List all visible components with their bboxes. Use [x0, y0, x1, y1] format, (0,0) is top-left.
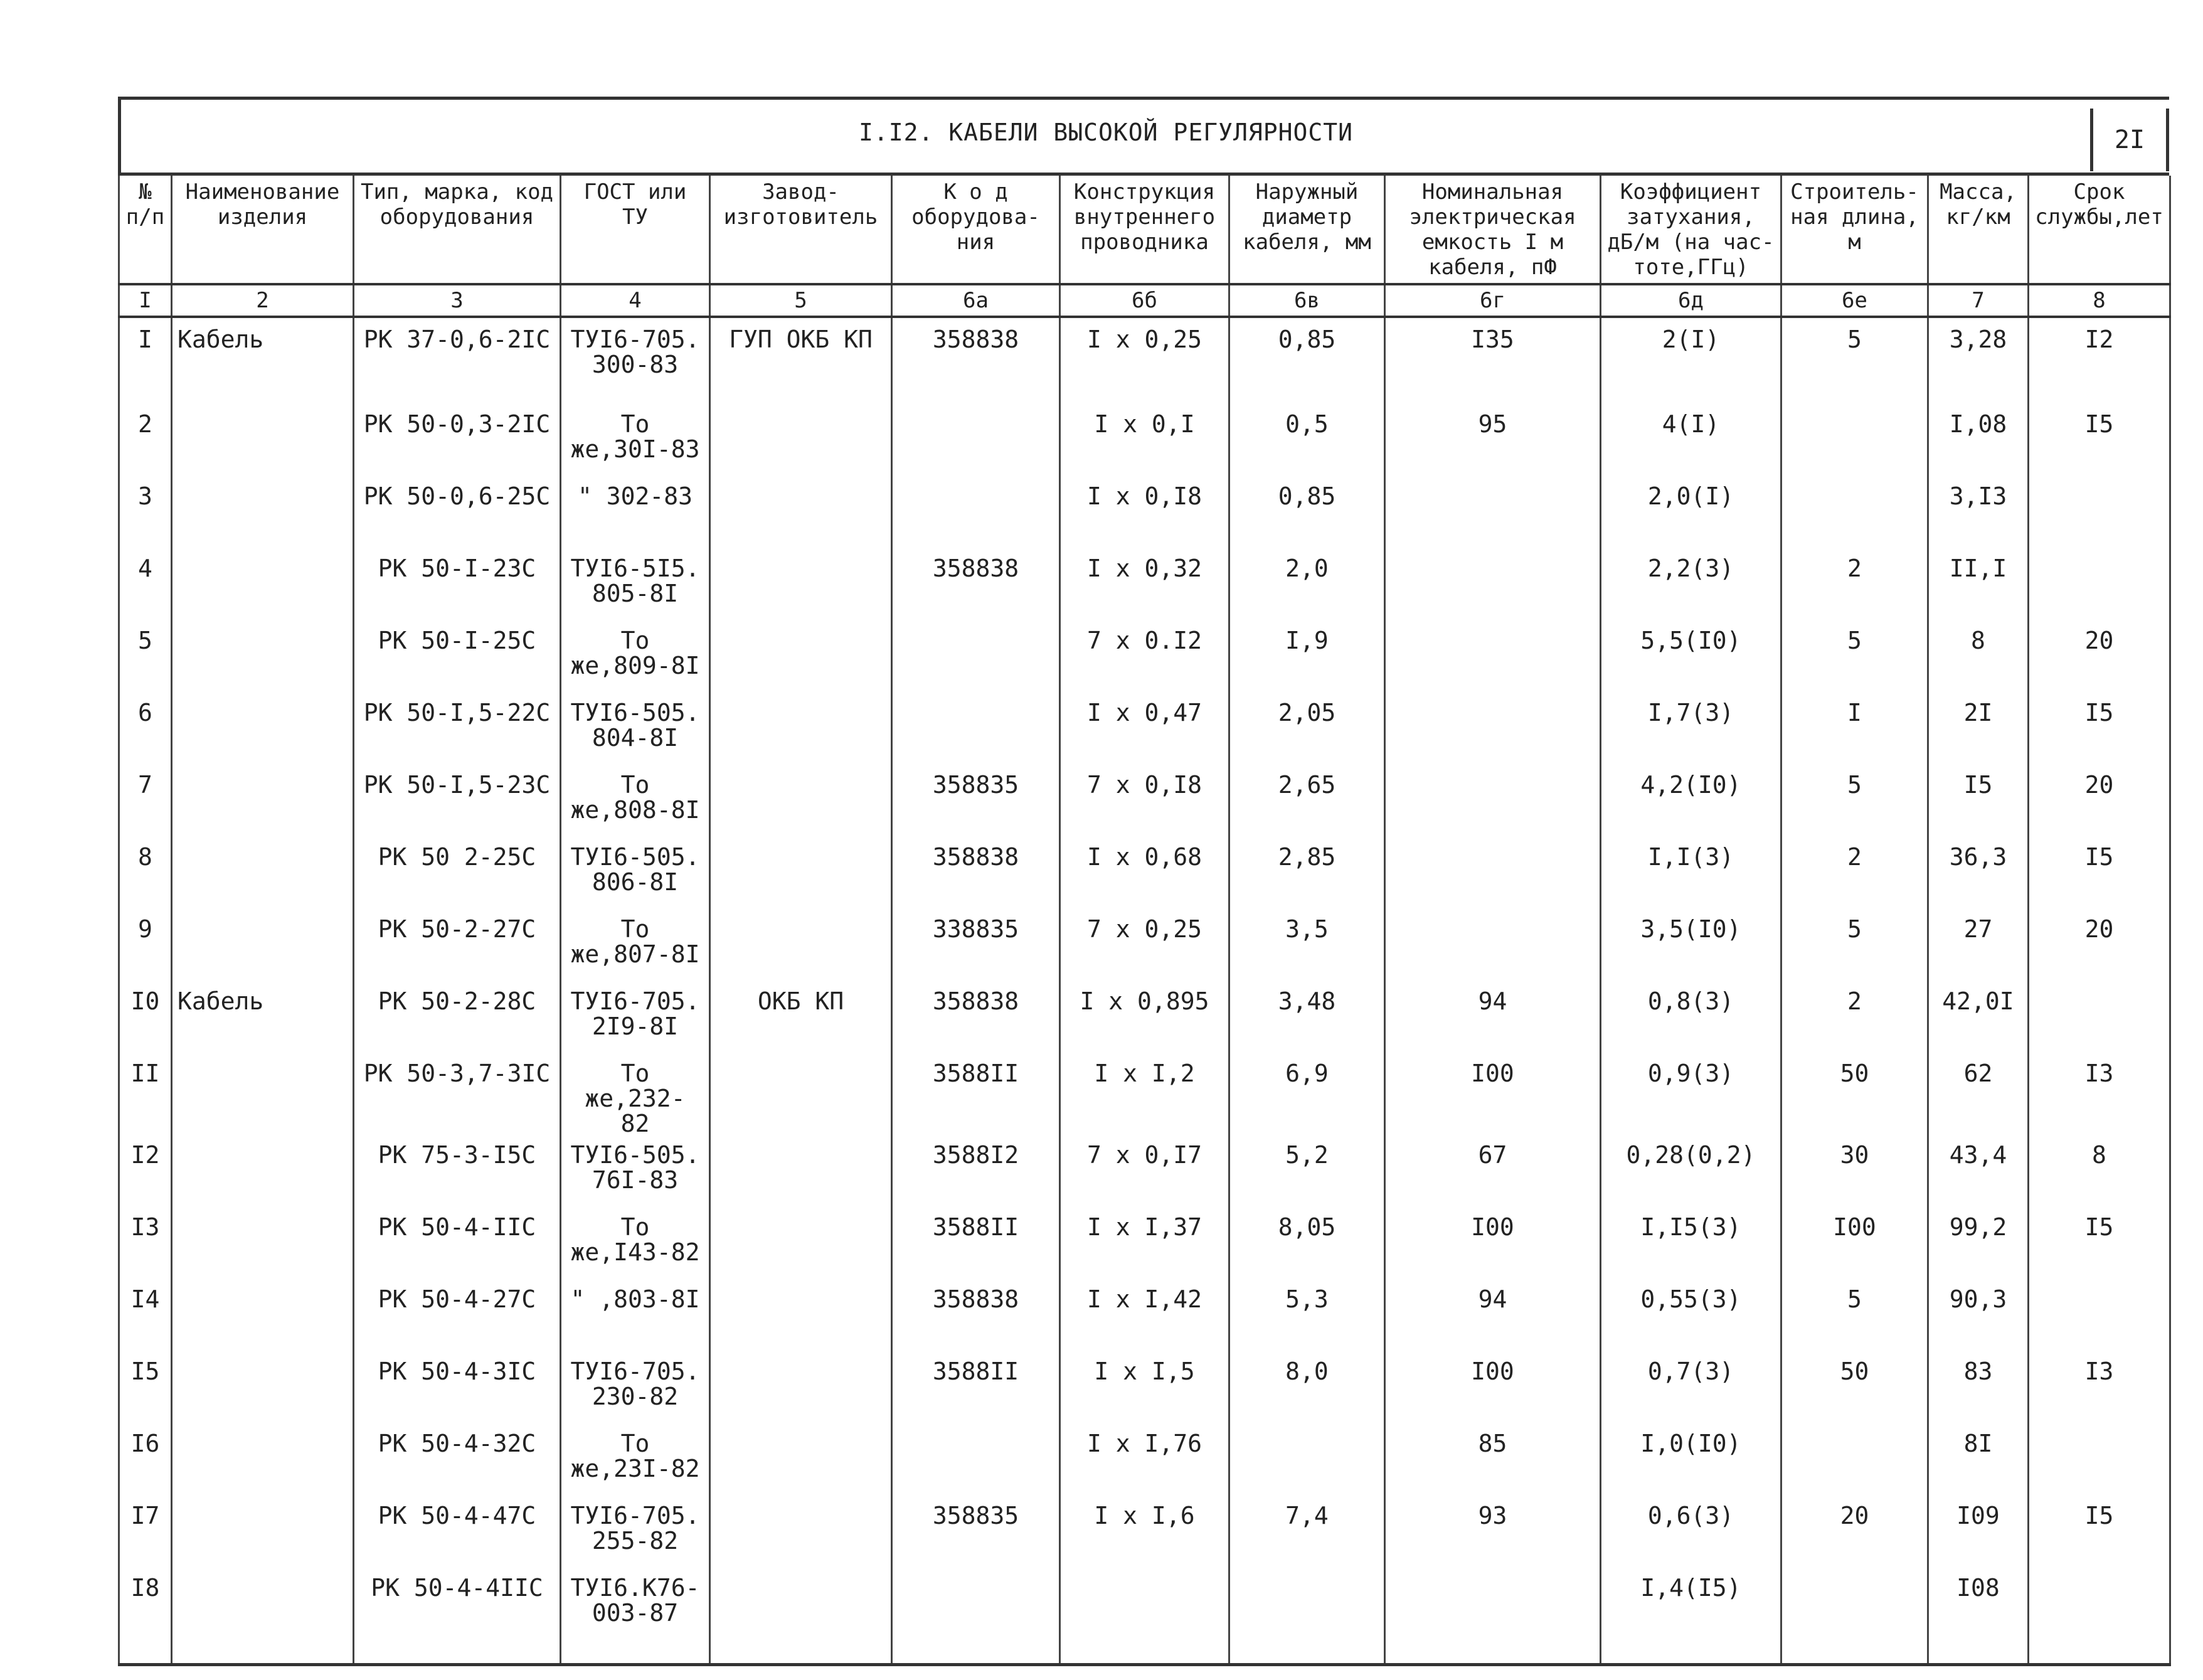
attenuation-cell: 2,0(I) — [1601, 477, 1781, 550]
row-number-cell: I0 — [119, 982, 172, 1055]
manufacturer-cell — [710, 1208, 892, 1280]
length-cell: 5 — [1781, 317, 1928, 405]
capacitance-cell — [1385, 1569, 1601, 1665]
length-cell: 2 — [1781, 982, 1928, 1055]
mass-cell: 8I — [1928, 1425, 2029, 1497]
column-number-row — [119, 284, 2170, 317]
cable-type-cell: РК 50-2-27С — [354, 910, 561, 982]
outer-diameter-cell: 0,85 — [1229, 477, 1385, 550]
service-life-cell — [2029, 1280, 2170, 1353]
cable-type-cell: РК 50 2-25С — [354, 838, 561, 910]
gost-spec-cell: То же,807-8I — [561, 910, 710, 982]
capacitance-cell: I00 — [1385, 1208, 1601, 1280]
outer-diameter-cell — [1229, 1569, 1385, 1665]
column-number: 2 — [172, 284, 354, 317]
conductor-construction-cell: I x I,42 — [1060, 1280, 1229, 1353]
gost-spec-cell: То же,I43-82 — [561, 1208, 710, 1280]
column-number: 5 — [710, 284, 892, 317]
row-number-cell: 7 — [119, 766, 172, 838]
mass-cell: 27 — [1928, 910, 2029, 982]
equipment-code-cell: 358835 — [892, 1497, 1060, 1569]
table-row — [119, 1497, 2170, 1569]
manufacturer-cell — [710, 622, 892, 694]
equipment-code-cell: 3588II — [892, 1208, 1060, 1280]
gost-spec-cell: То же,30I-83 — [561, 405, 710, 477]
attenuation-cell: I,7(3) — [1601, 694, 1781, 766]
service-life-cell: I5 — [2029, 405, 2170, 477]
header-cell: Срок службы,лет — [2029, 176, 2170, 284]
service-life-cell: 20 — [2029, 766, 2170, 838]
header-cell: № п/п — [119, 176, 172, 284]
gost-spec-cell: ТУI6-505. 804-8I — [561, 694, 710, 766]
attenuation-cell: 0,55(3) — [1601, 1280, 1781, 1353]
table-row — [119, 1208, 2170, 1280]
length-cell: I00 — [1781, 1208, 1928, 1280]
table-row — [119, 477, 2170, 550]
manufacturer-cell — [710, 838, 892, 910]
table-row — [119, 694, 2170, 766]
row-number-cell: I7 — [119, 1497, 172, 1569]
attenuation-cell: 2(I) — [1601, 317, 1781, 405]
product-name-cell — [172, 1497, 354, 1569]
service-life-cell — [2029, 550, 2170, 622]
gost-spec-cell: ТУI6-505. 806-8I — [561, 838, 710, 910]
header-cell: Номинальная электрическая емкость I м кабеля, пФ — [1385, 176, 1601, 284]
equipment-code-cell: 358838 — [892, 550, 1060, 622]
service-life-cell: I5 — [2029, 1208, 2170, 1280]
product-name-cell — [172, 1425, 354, 1497]
cable-type-cell: РК 50-I-23С — [354, 550, 561, 622]
product-name-cell — [172, 838, 354, 910]
cable-type-cell: РК 50-4-3IС — [354, 1353, 561, 1425]
outer-diameter-cell: 6,9 — [1229, 1055, 1385, 1136]
capacitance-cell: 95 — [1385, 405, 1601, 477]
gost-spec-cell: То же,809-8I — [561, 622, 710, 694]
length-cell: 5 — [1781, 766, 1928, 838]
title-bar — [118, 97, 2169, 176]
product-name-cell — [172, 1208, 354, 1280]
length-cell: 2 — [1781, 838, 1928, 910]
service-life-cell: I2 — [2029, 317, 2170, 405]
header-cell: Конструкция внутреннего проводника — [1060, 176, 1229, 284]
capacitance-cell: I00 — [1385, 1353, 1601, 1425]
conductor-construction-cell: I x 0,25 — [1060, 317, 1229, 405]
gost-spec-cell: ТУI6-705. 230-82 — [561, 1353, 710, 1425]
length-cell: I — [1781, 694, 1928, 766]
cable-type-cell: РК 50-0,3-2IС — [354, 405, 561, 477]
gost-spec-cell: То же,232- 82 — [561, 1055, 710, 1136]
equipment-code-cell: 3588II — [892, 1353, 1060, 1425]
manufacturer-cell — [710, 694, 892, 766]
product-name-cell — [172, 766, 354, 838]
attenuation-cell: I,0(I0) — [1601, 1425, 1781, 1497]
table-row — [119, 317, 2170, 405]
mass-cell: I09 — [1928, 1497, 2029, 1569]
outer-diameter-cell: 0,5 — [1229, 405, 1385, 477]
service-life-cell: I5 — [2029, 838, 2170, 910]
attenuation-cell: 4(I) — [1601, 405, 1781, 477]
manufacturer-cell — [710, 1425, 892, 1497]
gost-spec-cell: ТУI6.К76- 003-87 — [561, 1569, 710, 1665]
capacitance-cell — [1385, 910, 1601, 982]
product-name-cell — [172, 477, 354, 550]
conductor-construction-cell: I x I,6 — [1060, 1497, 1229, 1569]
capacitance-cell: 94 — [1385, 982, 1601, 1055]
cable-table — [118, 176, 2171, 1666]
outer-diameter-cell — [1229, 1425, 1385, 1497]
manufacturer-cell — [710, 1280, 892, 1353]
outer-diameter-cell: 2,85 — [1229, 838, 1385, 910]
capacitance-cell — [1385, 694, 1601, 766]
attenuation-cell: 0,9(3) — [1601, 1055, 1781, 1136]
conductor-construction-cell: I x 0,68 — [1060, 838, 1229, 910]
table-row — [119, 838, 2170, 910]
document-page — [118, 97, 2169, 1627]
outer-diameter-cell: 2,65 — [1229, 766, 1385, 838]
conductor-construction-cell: I x I,37 — [1060, 1208, 1229, 1280]
outer-diameter-cell: 2,05 — [1229, 694, 1385, 766]
product-name-cell — [172, 550, 354, 622]
length-cell: 5 — [1781, 622, 1928, 694]
equipment-code-cell — [892, 1425, 1060, 1497]
service-life-cell — [2029, 1425, 2170, 1497]
length-cell: 50 — [1781, 1055, 1928, 1136]
cable-type-cell: РК 50-4-4IIС — [354, 1569, 561, 1665]
row-number-cell: I2 — [119, 1136, 172, 1208]
row-number-cell: 9 — [119, 910, 172, 982]
gost-spec-cell: То же,23I-82 — [561, 1425, 710, 1497]
attenuation-cell: I,I(3) — [1601, 838, 1781, 910]
cable-type-cell: РК 50-0,6-25С — [354, 477, 561, 550]
service-life-cell: 8 — [2029, 1136, 2170, 1208]
equipment-code-cell — [892, 477, 1060, 550]
conductor-construction-cell: I x I,76 — [1060, 1425, 1229, 1497]
conductor-construction-cell: 7 x 0.I2 — [1060, 622, 1229, 694]
service-life-cell: I5 — [2029, 1497, 2170, 1569]
manufacturer-cell — [710, 405, 892, 477]
mass-cell: 90,3 — [1928, 1280, 2029, 1353]
service-life-cell — [2029, 1569, 2170, 1665]
mass-cell: 8 — [1928, 622, 2029, 694]
gost-spec-cell: То же,808-8I — [561, 766, 710, 838]
conductor-construction-cell: I x 0,895 — [1060, 982, 1229, 1055]
outer-diameter-cell: I,9 — [1229, 622, 1385, 694]
manufacturer-cell: ГУП ОКБ КП — [710, 317, 892, 405]
length-cell — [1781, 1569, 1928, 1665]
header-cell: К о д оборудова-ния — [892, 176, 1060, 284]
mass-cell: 3,I3 — [1928, 477, 2029, 550]
header-cell: Тип, марка, код оборудования — [354, 176, 561, 284]
mass-cell: 43,4 — [1928, 1136, 2029, 1208]
manufacturer-cell — [710, 1569, 892, 1665]
cable-type-cell: РК 50-I,5-22С — [354, 694, 561, 766]
gost-spec-cell: ТУI6-705. 255-82 — [561, 1497, 710, 1569]
column-number: 7 — [1928, 284, 2029, 317]
column-number: 6г — [1385, 284, 1601, 317]
row-number-cell: 6 — [119, 694, 172, 766]
product-name-cell — [172, 405, 354, 477]
attenuation-cell: I,4(I5) — [1601, 1569, 1781, 1665]
service-life-cell: I3 — [2029, 1055, 2170, 1136]
table-title: I.I2. КАБЕЛИ ВЫСОКОЙ РЕГУЛЯРНОСТИ — [859, 119, 1353, 146]
length-cell: 50 — [1781, 1353, 1928, 1425]
equipment-code-cell: 358835 — [892, 766, 1060, 838]
equipment-code-cell — [892, 694, 1060, 766]
table-row — [119, 910, 2170, 982]
capacitance-cell — [1385, 550, 1601, 622]
column-number: 6д — [1601, 284, 1781, 317]
length-cell: 30 — [1781, 1136, 1928, 1208]
row-number-cell: I6 — [119, 1425, 172, 1497]
manufacturer-cell — [710, 1136, 892, 1208]
length-cell — [1781, 1425, 1928, 1497]
product-name-cell — [172, 622, 354, 694]
conductor-construction-cell — [1060, 1569, 1229, 1665]
table-row — [119, 1280, 2170, 1353]
length-cell: 2 — [1781, 550, 1928, 622]
table-row — [119, 1569, 2170, 1665]
capacitance-cell — [1385, 622, 1601, 694]
attenuation-cell: 0,8(3) — [1601, 982, 1781, 1055]
mass-cell: 2I — [1928, 694, 2029, 766]
manufacturer-cell — [710, 910, 892, 982]
cable-type-cell: РК 50-4-32С — [354, 1425, 561, 1497]
cable-type-cell: РК 50-I-25С — [354, 622, 561, 694]
product-name-cell — [172, 1136, 354, 1208]
capacitance-cell: I35 — [1385, 317, 1601, 405]
row-number-cell: 2 — [119, 405, 172, 477]
length-cell: 20 — [1781, 1497, 1928, 1569]
mass-cell: 3,28 — [1928, 317, 2029, 405]
conductor-construction-cell: I x I,2 — [1060, 1055, 1229, 1136]
gost-spec-cell: ТУI6-705. 2I9-8I — [561, 982, 710, 1055]
manufacturer-cell — [710, 1055, 892, 1136]
capacitance-cell: 85 — [1385, 1425, 1601, 1497]
row-number-cell: I8 — [119, 1569, 172, 1665]
mass-cell: I,08 — [1928, 405, 2029, 477]
equipment-code-cell: 358838 — [892, 982, 1060, 1055]
cable-type-cell: РК 50-I,5-23С — [354, 766, 561, 838]
length-cell: 5 — [1781, 910, 1928, 982]
equipment-code-cell: 338835 — [892, 910, 1060, 982]
product-name-cell — [172, 1569, 354, 1665]
product-name-cell — [172, 694, 354, 766]
row-number-cell: 3 — [119, 477, 172, 550]
header-row — [119, 176, 2170, 284]
manufacturer-cell: ОКБ КП — [710, 982, 892, 1055]
outer-diameter-cell: 3,48 — [1229, 982, 1385, 1055]
manufacturer-cell — [710, 766, 892, 838]
table-row — [119, 1353, 2170, 1425]
attenuation-cell: I,I5(3) — [1601, 1208, 1781, 1280]
gost-spec-cell: ТУI6-705. 300-83 — [561, 317, 710, 405]
table-row — [119, 1425, 2170, 1497]
equipment-code-cell: 358838 — [892, 838, 1060, 910]
table-body — [119, 317, 2170, 1665]
conductor-construction-cell: 7 x 0,25 — [1060, 910, 1229, 982]
equipment-code-cell: 3588II — [892, 1055, 1060, 1136]
row-number-cell: II — [119, 1055, 172, 1136]
capacitance-cell — [1385, 838, 1601, 910]
attenuation-cell: 0,28(0,2) — [1601, 1136, 1781, 1208]
attenuation-cell: 3,5(I0) — [1601, 910, 1781, 982]
row-number-cell: I4 — [119, 1280, 172, 1353]
header-cell: Завод-изготовитель — [710, 176, 892, 284]
row-number-cell: 8 — [119, 838, 172, 910]
product-name-cell — [172, 1353, 354, 1425]
service-life-cell: I5 — [2029, 694, 2170, 766]
header-cell: Наружный диаметр кабеля, мм — [1229, 176, 1385, 284]
equipment-code-cell — [892, 1569, 1060, 1665]
length-cell: 5 — [1781, 1280, 1928, 1353]
equipment-code-cell — [892, 405, 1060, 477]
capacitance-cell: 67 — [1385, 1136, 1601, 1208]
product-name-cell: Кабель — [172, 317, 354, 405]
cable-type-cell: РК 50-4-27С — [354, 1280, 561, 1353]
service-life-cell — [2029, 477, 2170, 550]
column-number: 6е — [1781, 284, 1928, 317]
cable-type-cell: РК 50-4-IIС — [354, 1208, 561, 1280]
attenuation-cell: 2,2(3) — [1601, 550, 1781, 622]
cable-type-cell: РК 50-4-47С — [354, 1497, 561, 1569]
row-number-cell: I5 — [119, 1353, 172, 1425]
attenuation-cell: 0,6(3) — [1601, 1497, 1781, 1569]
product-name-cell — [172, 910, 354, 982]
row-number-cell: 5 — [119, 622, 172, 694]
length-cell — [1781, 405, 1928, 477]
mass-cell: 36,3 — [1928, 838, 2029, 910]
table-row — [119, 622, 2170, 694]
manufacturer-cell — [710, 1353, 892, 1425]
column-number: 6а — [892, 284, 1060, 317]
table-row — [119, 550, 2170, 622]
header-cell: Масса, кг/км — [1928, 176, 2029, 284]
attenuation-cell: 5,5(I0) — [1601, 622, 1781, 694]
length-cell — [1781, 477, 1928, 550]
outer-diameter-cell: 5,2 — [1229, 1136, 1385, 1208]
outer-diameter-cell: 8,05 — [1229, 1208, 1385, 1280]
conductor-construction-cell: I x I,5 — [1060, 1353, 1229, 1425]
capacitance-cell: 93 — [1385, 1497, 1601, 1569]
equipment-code-cell: 3588I2 — [892, 1136, 1060, 1208]
mass-cell: I08 — [1928, 1569, 2029, 1665]
mass-cell: 99,2 — [1928, 1208, 2029, 1280]
column-number: 6в — [1229, 284, 1385, 317]
gost-spec-cell: ТУI6-5I5. 805-8I — [561, 550, 710, 622]
product-name-cell: Кабель — [172, 982, 354, 1055]
mass-cell: II,I — [1928, 550, 2029, 622]
cable-type-cell: РК 75-3-I5С — [354, 1136, 561, 1208]
capacitance-cell: 94 — [1385, 1280, 1601, 1353]
conductor-construction-cell: I x 0,32 — [1060, 550, 1229, 622]
conductor-construction-cell: 7 x 0,I8 — [1060, 766, 1229, 838]
header-cell: ГОСТ или ТУ — [561, 176, 710, 284]
header-cell: Наименование изделия — [172, 176, 354, 284]
equipment-code-cell — [892, 622, 1060, 694]
capacitance-cell — [1385, 766, 1601, 838]
mass-cell: I5 — [1928, 766, 2029, 838]
cable-type-cell: РК 50-3,7-3IС — [354, 1055, 561, 1136]
header-cell: Коэффициент затухания, дБ/м (на час-тоте,ГГц) — [1601, 176, 1781, 284]
attenuation-cell: 4,2(I0) — [1601, 766, 1781, 838]
outer-diameter-cell: 5,3 — [1229, 1280, 1385, 1353]
gost-spec-cell: " ,803-8I — [561, 1280, 710, 1353]
conductor-construction-cell: I x 0,47 — [1060, 694, 1229, 766]
mass-cell: 83 — [1928, 1353, 2029, 1425]
conductor-construction-cell: I x 0,I — [1060, 405, 1229, 477]
mass-cell: 62 — [1928, 1055, 2029, 1136]
column-number: 3 — [354, 284, 561, 317]
table-row — [119, 766, 2170, 838]
service-life-cell: 20 — [2029, 622, 2170, 694]
outer-diameter-cell: 0,85 — [1229, 317, 1385, 405]
row-number-cell: I3 — [119, 1208, 172, 1280]
gost-spec-cell: " 302-83 — [561, 477, 710, 550]
table-row — [119, 982, 2170, 1055]
mass-cell: 42,0I — [1928, 982, 2029, 1055]
outer-diameter-cell: 3,5 — [1229, 910, 1385, 982]
column-number: 4 — [561, 284, 710, 317]
equipment-code-cell: 358838 — [892, 1280, 1060, 1353]
table-row — [119, 1055, 2170, 1136]
capacitance-cell — [1385, 477, 1601, 550]
table-row — [119, 405, 2170, 477]
row-number-cell: 4 — [119, 550, 172, 622]
conductor-construction-cell: I x 0,I8 — [1060, 477, 1229, 550]
manufacturer-cell — [710, 1497, 892, 1569]
page-number: 2I — [2090, 109, 2169, 171]
service-life-cell: 20 — [2029, 910, 2170, 982]
outer-diameter-cell: 2,0 — [1229, 550, 1385, 622]
manufacturer-cell — [710, 477, 892, 550]
row-number-cell: I — [119, 317, 172, 405]
product-name-cell — [172, 1055, 354, 1136]
column-number: I — [119, 284, 172, 317]
header-cell: Строитель-ная длина, м — [1781, 176, 1928, 284]
cable-type-cell: РК 37-0,6-2IС — [354, 317, 561, 405]
service-life-cell — [2029, 982, 2170, 1055]
capacitance-cell: I00 — [1385, 1055, 1601, 1136]
manufacturer-cell — [710, 550, 892, 622]
conductor-construction-cell: 7 x 0,I7 — [1060, 1136, 1229, 1208]
column-number: 8 — [2029, 284, 2170, 317]
attenuation-cell: 0,7(3) — [1601, 1353, 1781, 1425]
product-name-cell — [172, 1280, 354, 1353]
table-row — [119, 1136, 2170, 1208]
service-life-cell: I3 — [2029, 1353, 2170, 1425]
outer-diameter-cell: 8,0 — [1229, 1353, 1385, 1425]
gost-spec-cell: ТУI6-505. 76I-83 — [561, 1136, 710, 1208]
outer-diameter-cell: 7,4 — [1229, 1497, 1385, 1569]
equipment-code-cell: 358838 — [892, 317, 1060, 405]
cable-type-cell: РК 50-2-28С — [354, 982, 561, 1055]
column-number: 6б — [1060, 284, 1229, 317]
